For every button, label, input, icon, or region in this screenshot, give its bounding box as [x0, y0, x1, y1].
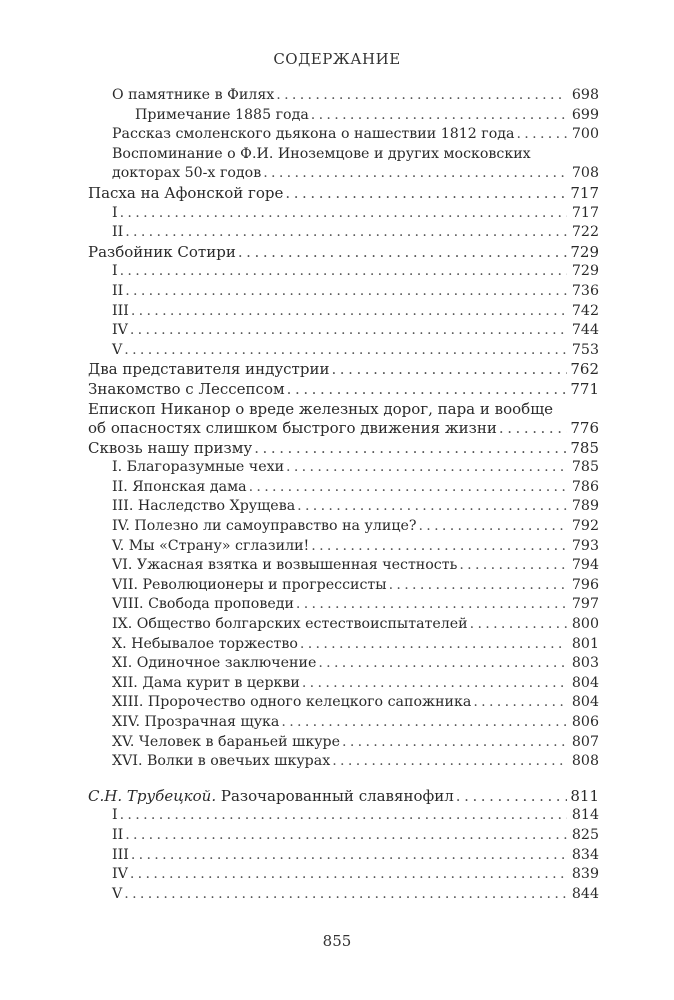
toc-entry-page: 717 [570, 183, 599, 202]
toc-entry-page: 839 [571, 866, 599, 883]
dot-leader [131, 846, 567, 866]
toc-entry-page: 744 [571, 322, 599, 339]
toc-entry-page: 804 [571, 674, 599, 691]
toc-entry-title: II. Японская дама [112, 478, 247, 495]
toc-entry-page: 806 [571, 714, 599, 730]
toc-entry-line [112, 733, 599, 753]
toc-entry-page: 785 [571, 459, 599, 476]
dot-leader [302, 674, 567, 694]
toc-entry-page: 717 [571, 204, 599, 221]
toc-entry-title-line1: Епископ Никанор о вреде железных дорог, пара и вообще [88, 399, 554, 418]
dot-leader [300, 635, 567, 655]
toc-entry[interactable] [88, 497, 599, 517]
dot-leader [459, 556, 567, 576]
toc-entry-line [112, 86, 599, 106]
toc-entry-title: II [112, 224, 124, 241]
toc-entry-title [88, 787, 454, 807]
toc-entry-line [88, 360, 599, 380]
toc-entry[interactable] [88, 806, 599, 826]
dot-leader [276, 86, 567, 106]
toc-entry-title-text: Разочарованный славянофил [216, 786, 454, 805]
toc-entry-author: С.Н. Трубецкой. [88, 786, 217, 805]
toc-entry-page: 762 [570, 360, 599, 379]
toc-entry[interactable] [88, 86, 599, 106]
toc-entry-line [112, 262, 599, 282]
dot-leader [285, 184, 567, 204]
toc-entry-title: IV [112, 322, 128, 339]
dot-leader [125, 826, 567, 846]
toc-entry-line [112, 478, 599, 498]
toc-entry-page: 700 [571, 126, 599, 143]
toc-entry-title: О памятнике в Филях [112, 87, 275, 103]
toc-entry-page: 699 [571, 106, 599, 123]
toc-entry[interactable] [88, 145, 599, 184]
toc-entry-title: XVI. Волки в овечьих шкурах [112, 753, 331, 770]
toc-entry-line [112, 674, 599, 694]
toc-entry-title: I [112, 263, 118, 280]
toc-entry-title: III [112, 846, 129, 863]
toc-entry-line [112, 885, 599, 905]
dot-leader [124, 885, 567, 905]
toc-entry-page: 736 [571, 282, 599, 299]
toc-entry-line [112, 654, 599, 674]
toc-entry-title: докторах 50-х годов [112, 165, 262, 182]
toc-entry-title: Рассказ смоленского дьякона о нашествии 1812 года [112, 126, 515, 143]
toc-entry[interactable] [88, 752, 599, 772]
toc-entry-page: 729 [570, 242, 599, 261]
dot-leader [120, 806, 567, 826]
dot-leader [311, 106, 567, 126]
toc-entry-line [112, 693, 599, 713]
dot-leader [286, 458, 567, 478]
toc-entry-page: 786 [571, 478, 599, 495]
toc-entry-page: 698 [571, 87, 599, 103]
toc-group-divider [88, 772, 599, 787]
dot-leader [473, 693, 567, 713]
dot-leader [499, 419, 567, 439]
toc-entry-line [88, 439, 599, 459]
toc-entry-title: IX. Общество болгарских естествоиспытателей [112, 616, 468, 633]
toc-entry-page: 776 [570, 419, 599, 438]
toc-entry-title: XI. Одиночное заключение [112, 655, 317, 672]
toc-entry[interactable] [88, 302, 599, 322]
toc-entry[interactable] [88, 262, 599, 282]
dot-leader [238, 243, 567, 263]
dot-leader [456, 787, 567, 807]
toc-entry-page: 753 [571, 341, 599, 358]
toc-entry-line [112, 865, 599, 885]
toc-entry-title: I [112, 807, 118, 824]
toc-entry-line [112, 556, 599, 576]
dot-leader [297, 497, 567, 517]
toc-entry[interactable] [88, 204, 599, 224]
toc-entry-line [112, 223, 599, 243]
toc-entry[interactable] [88, 282, 599, 302]
toc-group-main [88, 86, 599, 772]
toc-entry-page: 771 [570, 379, 599, 398]
toc-entry-line [112, 576, 599, 596]
toc-entry-title: XV. Человек в бараньей шкуре [112, 733, 341, 750]
toc-entry-title: V [112, 341, 123, 358]
toc-entry[interactable] [88, 458, 599, 478]
toc-entry-title: X. Небывалое торжество [112, 635, 298, 652]
toc-entry-line [112, 635, 599, 655]
dot-leader [418, 517, 567, 537]
toc-entry[interactable] [88, 595, 599, 615]
dot-leader [296, 595, 567, 615]
toc-entry-title: XIV. Прозрачная щука [112, 714, 280, 730]
toc-entry-title: I [112, 204, 118, 221]
toc-entry-title: IV [112, 866, 128, 883]
dot-leader [125, 223, 567, 243]
toc-entry-line [112, 302, 599, 322]
toc-entry-page: 834 [571, 846, 599, 863]
toc-entry[interactable] [88, 556, 599, 576]
toc-entry-page: 808 [571, 753, 599, 770]
toc-entry-page: 742 [571, 302, 599, 319]
toc-entry[interactable] [88, 787, 599, 807]
dot-leader [332, 752, 567, 772]
toc-entry-title: VIII. Свобода проповеди [112, 596, 294, 613]
dot-leader [130, 865, 567, 885]
toc-entry-title: V [112, 885, 123, 902]
dot-leader [120, 262, 567, 282]
toc-entry[interactable] [88, 654, 599, 674]
toc-entry-line [112, 806, 599, 826]
toc-entry[interactable] [88, 517, 599, 537]
toc-entry[interactable] [88, 635, 599, 655]
toc-entry-line [112, 125, 599, 145]
dot-leader [287, 380, 567, 400]
toc-entry-line [88, 243, 599, 263]
toc-entry-page: 811 [570, 786, 599, 805]
toc-entry-page: 804 [571, 694, 599, 711]
dot-leader [331, 360, 567, 380]
toc-entry-page: 825 [571, 826, 599, 843]
toc-entry-line [112, 752, 599, 772]
toc-entry-page: 793 [571, 537, 599, 554]
toc-entry[interactable] [88, 184, 599, 204]
toc-entry-title: Примечание 1885 года [135, 106, 309, 123]
dot-leader [516, 125, 567, 145]
toc-entry[interactable] [88, 223, 599, 243]
table-of-contents [88, 86, 599, 904]
toc-entry-page: 807 [571, 733, 599, 750]
toc-entry[interactable] [88, 537, 599, 557]
toc-entry-line [88, 380, 599, 400]
toc-entry-title: VII. Революционеры и прогрессисты [112, 576, 387, 593]
dot-leader [263, 164, 567, 184]
toc-entry[interactable] [88, 341, 599, 361]
toc-entry-line [112, 341, 599, 361]
toc-entry[interactable] [88, 865, 599, 885]
toc-entry-page: 796 [571, 576, 599, 593]
toc-entry-page: 785 [570, 438, 599, 457]
toc-entry-line [112, 204, 599, 224]
toc-group-trubetskoy [88, 787, 599, 905]
dot-leader [342, 733, 567, 753]
dot-leader [249, 478, 567, 498]
toc-entry[interactable] [88, 885, 599, 905]
toc-entry-line [88, 787, 599, 807]
dot-leader [311, 537, 567, 557]
toc-entry-page: 800 [571, 616, 599, 633]
toc-entry[interactable] [88, 243, 599, 263]
page-title: СОДЕРЖАНИЕ [273, 50, 401, 68]
toc-entry-page: 814 [571, 807, 599, 824]
dot-leader [130, 321, 567, 341]
toc-entry-line [112, 164, 599, 184]
toc-entry-page: 792 [571, 518, 599, 535]
toc-entry[interactable] [88, 674, 599, 694]
toc-entry-page: 801 [571, 635, 599, 652]
toc-entry-line [112, 282, 599, 302]
toc-entry[interactable] [88, 615, 599, 635]
toc-entry[interactable] [88, 576, 599, 596]
toc-entry[interactable] [88, 826, 599, 846]
toc-entry[interactable] [88, 478, 599, 498]
toc-entry-line [112, 497, 599, 517]
toc-entry-title: IV. Полезно ли самоуправство на улице? [112, 518, 417, 535]
toc-entry-title: III [112, 302, 129, 319]
toc-entry-title: Знакомство с Лессепсом [88, 379, 285, 398]
toc-entry-page: 803 [571, 655, 599, 672]
toc-entry[interactable] [88, 125, 599, 145]
toc-entry-line [112, 826, 599, 846]
toc-entry-title: XII. Дама курит в церкви [112, 674, 300, 691]
toc-entry-line [135, 106, 599, 126]
dot-leader [470, 615, 567, 635]
toc-entry-title-line1: Воспоминание о Ф.И. Иноземцове и других московских [112, 145, 531, 162]
toc-entry-page: 722 [571, 224, 599, 241]
toc-entry-title: Два представителя индустрии [88, 360, 330, 379]
toc-entry-line [112, 615, 599, 635]
dot-leader [281, 713, 567, 733]
toc-entry-title: III. Наследство Хрущева [112, 498, 296, 515]
toc-entry-line [112, 517, 599, 537]
toc-entry-line [112, 321, 599, 341]
toc-entry-title: XIII. Пророчество одного келецкого сапожника [112, 694, 472, 711]
toc-entry[interactable] [88, 106, 599, 126]
toc-entry[interactable] [88, 360, 599, 380]
toc-entry-page: 794 [571, 557, 599, 574]
toc-entry-page: 729 [571, 263, 599, 280]
dot-leader [254, 439, 567, 459]
toc-entry-line [112, 595, 599, 615]
toc-entry-title: V. Мы «Страну» сглазили! [112, 537, 310, 554]
toc-entry-line [112, 537, 599, 557]
toc-entry[interactable] [88, 400, 599, 439]
toc-entry-title: Сквозь нашу призму [88, 438, 253, 457]
toc-entry[interactable] [88, 693, 599, 713]
toc-entry[interactable] [88, 846, 599, 866]
dot-leader [389, 576, 567, 596]
toc-entry-line [88, 184, 599, 204]
toc-entry-title: Разбойник Сотири [88, 242, 236, 261]
toc-entry-line [112, 846, 599, 866]
toc-entry-title: VI. Ужасная взятка и возвышенная честность [112, 557, 458, 574]
toc-entry-title: II [112, 282, 124, 299]
toc-entry-page: 844 [571, 885, 599, 902]
toc-entry[interactable] [88, 321, 599, 341]
toc-entry-page: 797 [571, 596, 599, 613]
dot-leader [131, 302, 567, 322]
toc-entry-line [88, 419, 599, 439]
toc-entry-page: 789 [571, 498, 599, 515]
page-number: 855 [322, 932, 352, 950]
toc-entry-title: I. Благоразумные чехи [112, 459, 285, 476]
toc-entry-page: 708 [571, 165, 599, 182]
dot-leader [120, 204, 567, 224]
toc-entry[interactable] [88, 380, 599, 400]
toc-entry[interactable] [88, 439, 599, 459]
dot-leader [124, 341, 567, 361]
toc-entry-line [112, 713, 599, 733]
dot-leader [125, 282, 567, 302]
toc-entry-line [112, 458, 599, 478]
dot-leader [318, 654, 567, 674]
toc-entry[interactable] [88, 713, 599, 733]
toc-entry[interactable] [88, 733, 599, 753]
toc-entry-title: об опасностях слишком быстрого движения жизни [88, 419, 497, 438]
toc-entry-title: Пасха на Афонской горе [88, 183, 284, 202]
toc-entry-title: II [112, 826, 124, 843]
